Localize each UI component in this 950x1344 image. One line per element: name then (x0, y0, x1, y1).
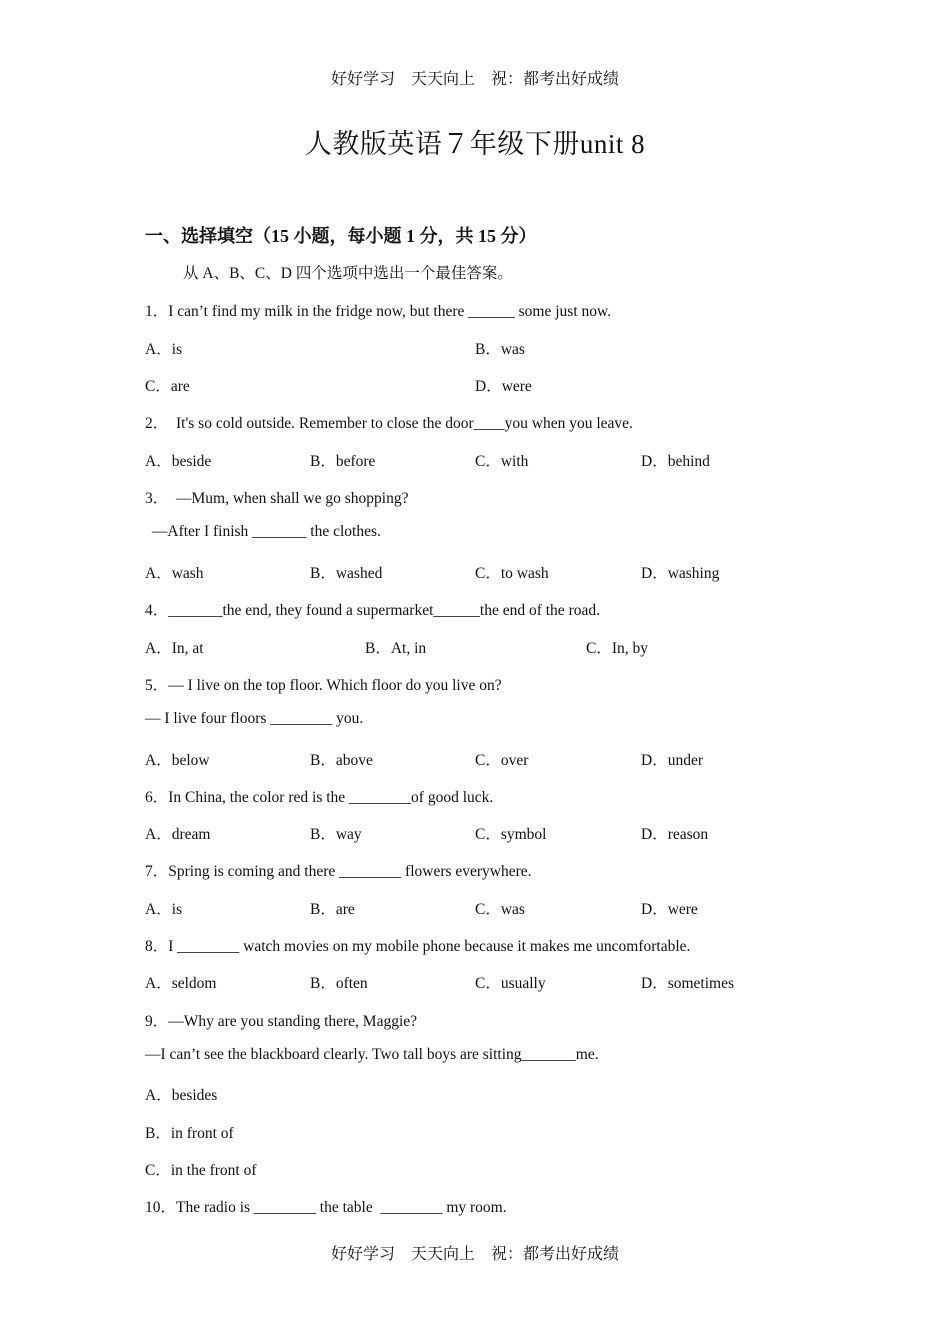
page-footer: 好好学习 天天向上 祝：都考出好成绩 (330, 1246, 619, 1263)
q9-option-b: B．in front of (145, 1125, 234, 1142)
q5-option-b: B．above (310, 752, 373, 769)
q4-option-b: B．At, in (365, 640, 427, 657)
q4-option-c: C．In, by (586, 640, 649, 657)
question-9-stem-answer: —I can’t see the blackboard clearly. Two tall boys are sitting_______me. (145, 1046, 599, 1063)
question-6-stem: 6．In China, the color red is the ________of good luck. (145, 789, 494, 806)
question-10-stem: 10．The radio is ________ the table ________ my room. (145, 1199, 507, 1216)
question-1-stem: 1．I can’t find my milk in the fridge now, but there ______ some just now. (145, 303, 612, 320)
question-9-stem: 9．—Why are you standing there, Maggie? (145, 1013, 418, 1030)
q7-option-a: A．is (145, 901, 183, 918)
q5-option-a: A．below (145, 752, 210, 769)
question-5-stem-answer: — I live four floors ________ you. (145, 710, 364, 727)
q9-option-c: C．in the front of (145, 1162, 257, 1179)
q5-option-c: C．over (475, 752, 529, 769)
q3-option-b: B．washed (310, 565, 383, 582)
q8-option-c: C．usually (475, 975, 546, 992)
q7-option-b: B．are (310, 901, 355, 918)
q7-option-d: D．were (641, 901, 698, 918)
question-4-stem: 4．_______the end, they found a supermarket______the end of the road. (145, 602, 600, 619)
q6-option-d: D．reason (641, 826, 709, 843)
q6-option-c: C．symbol (475, 826, 547, 843)
q2-option-c: C．with (475, 453, 529, 470)
q3-option-c: C．to wash (475, 565, 549, 582)
q6-option-a: A．dream (145, 826, 211, 843)
q6-option-b: B．way (310, 826, 362, 843)
q8-option-b: B．often (310, 975, 368, 992)
question-2-stem: 2． It's so cold outside. Remember to close the door____you when you leave. (145, 415, 633, 432)
question-5-stem: 5．— I live on the top floor. Which floor do you live on? (145, 677, 502, 694)
page-title: 人教版英语７年级下册unit 8 (304, 129, 646, 159)
question-8-stem: 8．I ________ watch movies on my mobile phone because it makes me uncomfortable. (145, 938, 691, 955)
q3-option-a: A．wash (145, 565, 204, 582)
q1-option-b: B．was (475, 341, 525, 358)
q4-option-a: A．In, at (145, 640, 204, 657)
q2-option-a: A．beside (145, 453, 212, 470)
section-heading: 一、选择填空（15 小题，每小题 1 分，共 15 分） (145, 226, 537, 246)
q3-option-d: D．washing (641, 565, 720, 582)
q7-option-c: C．was (475, 901, 525, 918)
q2-option-d: D．behind (641, 453, 710, 470)
q5-option-d: D．under (641, 752, 703, 769)
question-7-stem: 7．Spring is coming and there ________ flowers everywhere. (145, 863, 532, 880)
q1-option-d: D．were (475, 378, 532, 395)
question-3-stem: 3． —Mum, when shall we go shopping? (145, 490, 409, 507)
page-header: 好好学习 天天向上 祝：都考出好成绩 (330, 71, 619, 88)
q2-option-b: B．before (310, 453, 376, 470)
q8-option-a: A．seldom (145, 975, 217, 992)
q1-option-a: A．is (145, 341, 183, 358)
q1-option-c: C．are (145, 378, 190, 395)
q8-option-d: D．sometimes (641, 975, 734, 992)
question-3-stem-answer: —After I finish _______ the clothes. (148, 523, 381, 540)
q9-option-a: A．besides (145, 1087, 218, 1104)
section-instruction: 从 A、B、C、D 四个选项中选出一个最佳答案。 (183, 265, 513, 282)
